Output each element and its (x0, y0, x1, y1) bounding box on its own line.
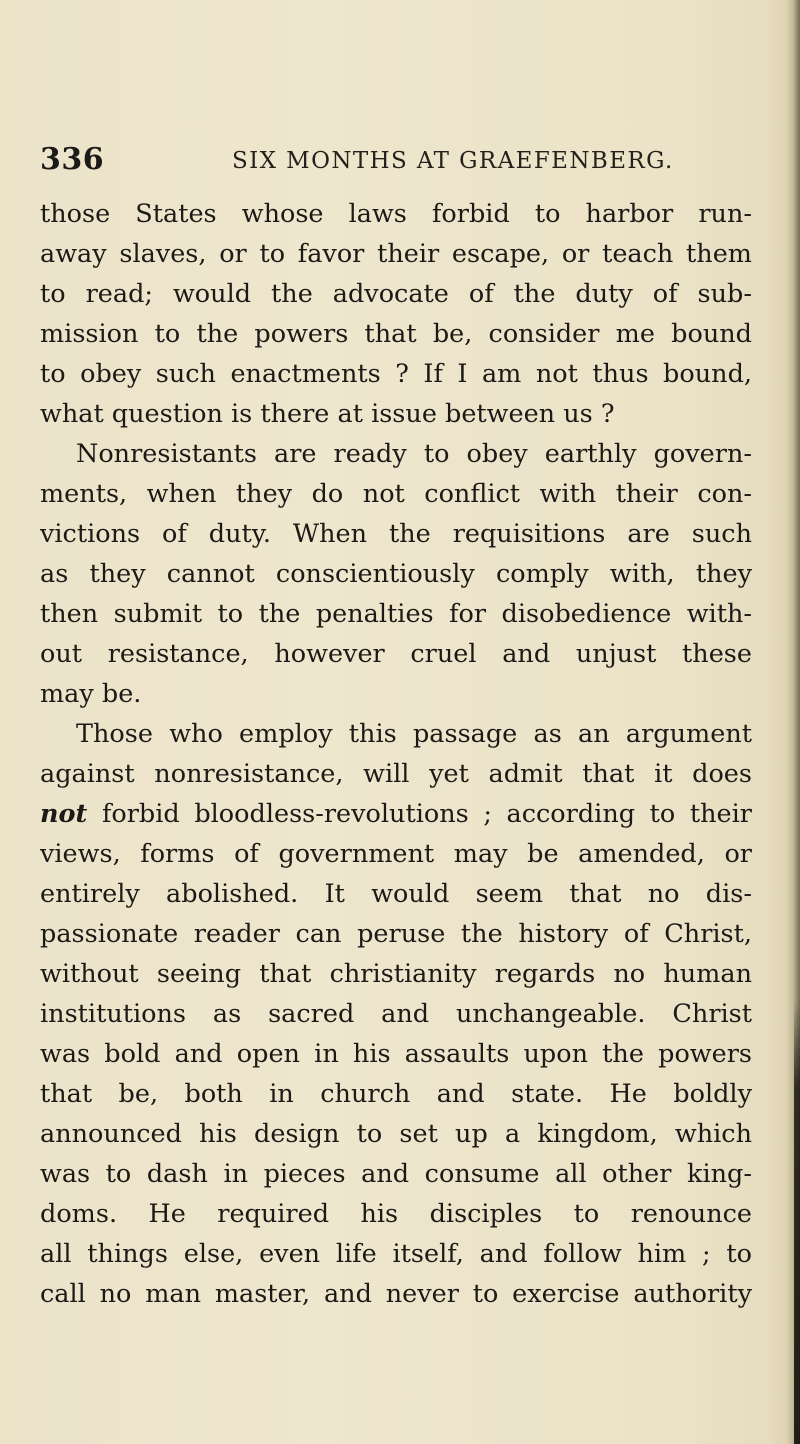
text-line: institutions as sacred and unchangeable. Christ (40, 999, 752, 1029)
text-line: as they cannot conscientiously comply with, they (40, 559, 752, 589)
text-line: ments, when they do not conflict with their con- (40, 479, 752, 509)
text-line: was to dash in pieces and consume all other king- (40, 1159, 752, 1189)
text-line: announced his design to set up a kingdom, which (40, 1119, 752, 1149)
text-line: against nonresistance, will yet admit that it does (40, 759, 752, 789)
text-line: those States whose laws forbid to harbor run- (40, 199, 752, 229)
page-edge-binding (794, 1000, 800, 1444)
text-line: views, forms of government may be amended, or (40, 839, 752, 869)
text-line: call no man master, and never to exercise authority (40, 1279, 752, 1309)
text-line: all things else, even life itself, and follow him ; to (40, 1239, 752, 1269)
text-line: what question is there at issue between us ? (40, 399, 615, 429)
paragraph-start-line: Nonresistants are ready to obey earthly govern- (76, 439, 752, 469)
emphasis-not: not (40, 799, 88, 829)
text-line: passionate reader can peruse the history of Christ, (40, 919, 752, 949)
text-line: to obey such enactments ? If I am not thus bound, (40, 359, 752, 389)
text-line: may be. (40, 679, 142, 709)
text-line-rest: forbid bloodless-revolutions ; according to their (101, 799, 752, 829)
text-line-with-emphasis (40, 794, 752, 834)
running-title: SIX MONTHS AT GRAEFENBERG. (232, 148, 674, 174)
text-line: doms. He required his disciples to renounce (40, 1199, 752, 1229)
text-line: entirely abolished. It would seem that no dis- (40, 879, 752, 909)
text-line: victions of duty. When the requisitions are such (40, 519, 752, 549)
text-line: that be, both in church and state. He boldly (40, 1079, 752, 1109)
page-number: 336 (40, 142, 105, 177)
paragraph-start-line: Those who employ this passage as an argument (76, 719, 752, 749)
text-line: out resistance, however cruel and unjust these (40, 639, 752, 669)
text-line: without seeing that christianity regards no human (40, 959, 752, 989)
body-text (40, 194, 752, 1314)
text-line: then submit to the penalties for disobedience with- (40, 599, 752, 629)
text-line: to read; would the advocate of the duty of sub- (40, 279, 752, 309)
text-line: was bold and open in his assaults upon the powers (40, 1039, 752, 1069)
running-head (40, 142, 740, 182)
text-line: away slaves, or to favor their escape, or teach them (40, 239, 752, 269)
text-line: mission to the powers that be, consider me bound (40, 319, 752, 349)
